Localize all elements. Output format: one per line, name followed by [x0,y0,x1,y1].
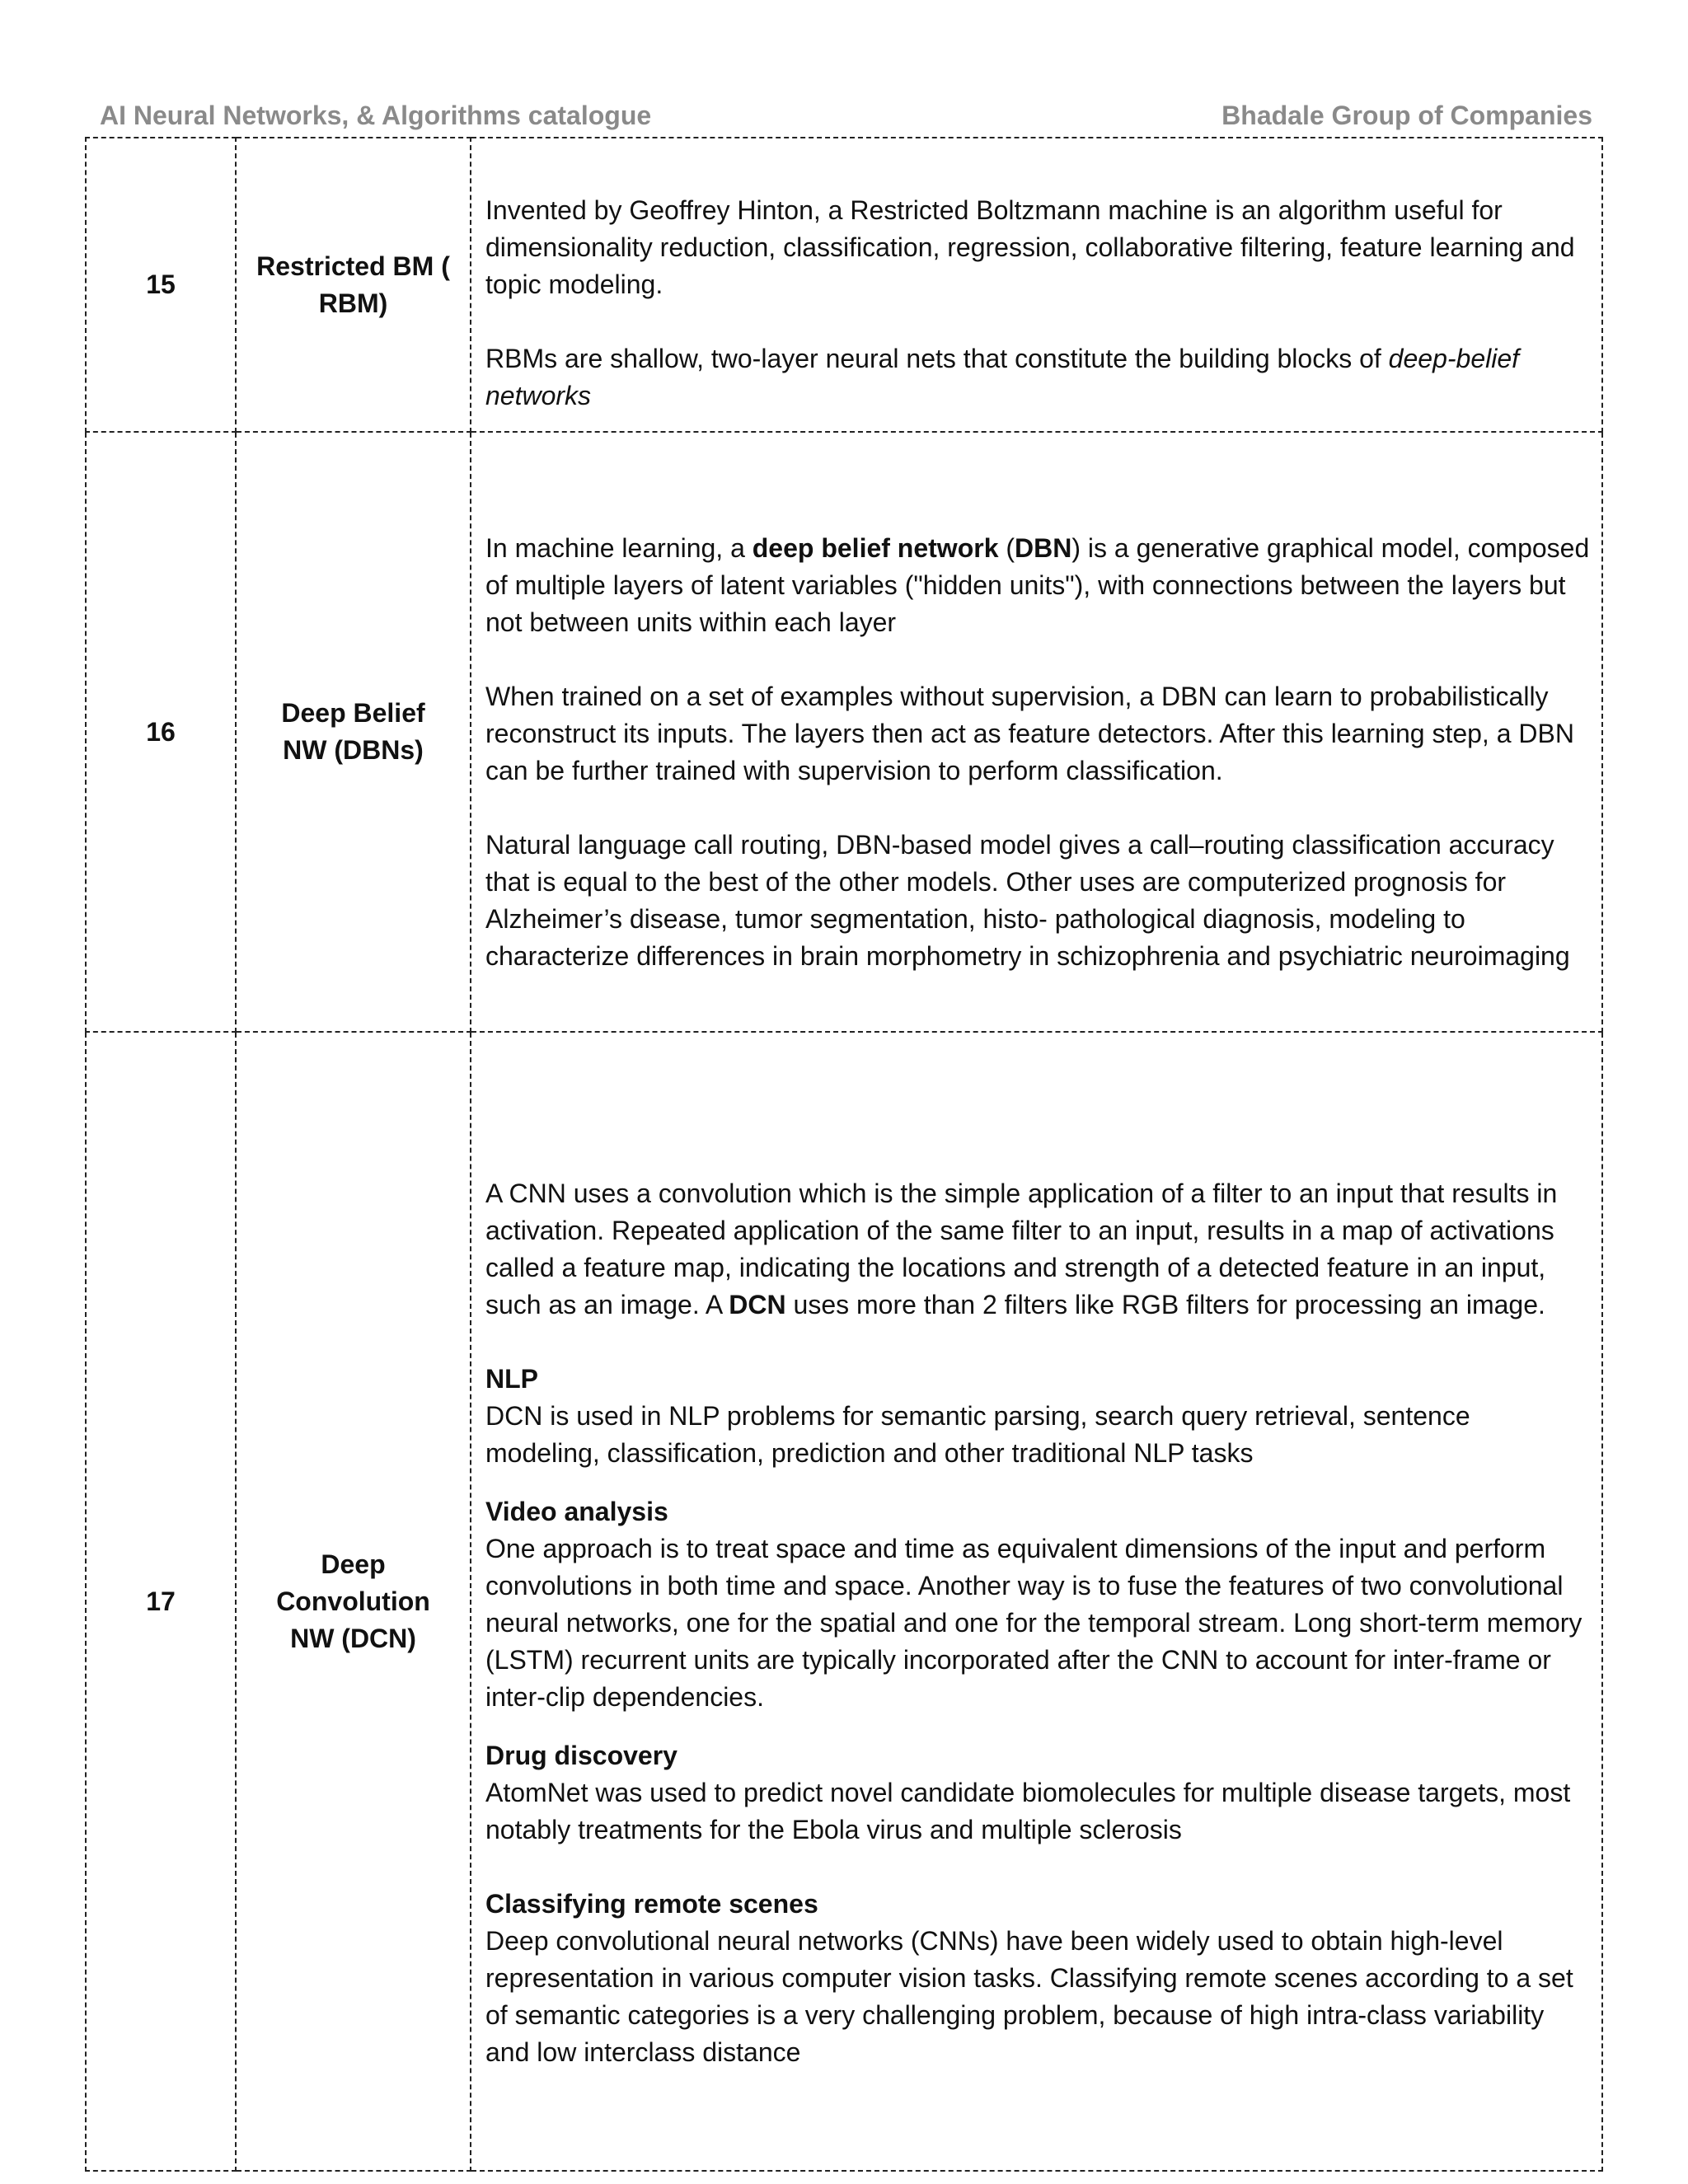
section-title-remote-scenes: Classifying remote scenes [485,1888,818,1919]
italic-term: deep-belief networks [485,343,1520,410]
bold-term: DBN [1015,533,1072,563]
row-number: 15 [86,138,236,432]
section-title-video-analysis: Video analysis [485,1496,668,1526]
bold-term: deep belief network [752,533,999,563]
section-text: One approach is to treat space and time as equivalent dimensions of the input and perform convolutions in both time and space. Another way is to fuse the features of two convolutional neural networks, one for the spatial and one for the temporal stream. Long short-term memory (LSTM) recurrent units are typically incorporated after the CNN to account for inter-frame or inter-clip dependencies. [485,1533,1582,1712]
row-number: 16 [86,432,236,1032]
algorithm-name: Restricted BM ( RBM) [236,138,471,432]
description-paragraph: Invented by Geoffrey Hinton, a Restricted Boltzmann machine is an algorithm useful for dimensionality reduction, classification, regression, collaborative filtering, feature learning and topic modeling. [485,194,1575,299]
catalogue-title: AI Neural Networks, & Algorithms catalogue [100,101,652,130]
description-paragraph: In machine learning, a deep belief network (DBN) is a generative graphical model, composed of multiple layers of latent variables ("hidden units"), with connections between the layers but not between units within each layer [485,533,1590,637]
algorithm-description [471,432,1602,1032]
table-row [86,138,1602,432]
description-paragraph: Natural language call routing, DBN-based model gives a call–routing classification accuracy that is equal to the best of the other models. Other uses are computerized prognosis for Alzheimer’s disease, tumor segmentation, histo- pathological diagnosis, modeling to characterize differences in brain morphometry in schizophrenia and psychiatric neuroimaging [485,830,1570,971]
description-paragraph: A CNN uses a convolution which is the simple application of a filter to an input that results in activation. Repeated application of the same filter to an input, results in a map of activations called a feature map, indicating the locations and strength of a detected feature in an input, such as an image. A DCN uses more than 2 filters like RGB filters for processing an image. [485,1178,1558,1319]
company-name: Bhadale Group of Companies [1221,101,1592,130]
section-text: Deep convolutional neural networks (CNNs) have been widely used to obtain high-level representation in various computer vision tasks. Classifying remote scenes according to a set of semantic categories is a very challenging problem, because of high intra-class variability and low interclass distance [485,1925,1573,2067]
page-header [100,101,1592,137]
table-row [86,1032,1602,2171]
algorithm-name: Deep Convolution NW (DCN) [236,1032,471,2171]
algorithm-description [471,1032,1602,2171]
bold-term: DCN [729,1289,786,1319]
description-paragraph: RBMs are shallow, two-layer neural nets that constitute the building blocks of deep-belief networks [485,343,1520,410]
section-title-nlp: NLP [485,1363,538,1394]
algorithm-description [471,138,1602,432]
algorithm-name: Deep Belief NW (DBNs) [236,432,471,1032]
catalogue-table [85,137,1603,2172]
row-number: 17 [86,1032,236,2171]
description-paragraph: When trained on a set of examples without supervision, a DBN can learn to probabilistically reconstruct its inputs. The layers then act as feature detectors. After this learning step, a DBN can be further trained with supervision to perform classification. [485,682,1574,785]
table-row [86,432,1602,1032]
section-text: AtomNet was used to predict novel candidate biomolecules for multiple disease targets, most notably treatments for the Ebola virus and multiple sclerosis [485,1777,1571,1844]
section-text: DCN is used in NLP problems for semantic parsing, search query retrieval, sentence modeling, classification, prediction and other traditional NLP tasks [485,1400,1470,1468]
section-title-drug-discovery: Drug discovery [485,1740,678,1770]
